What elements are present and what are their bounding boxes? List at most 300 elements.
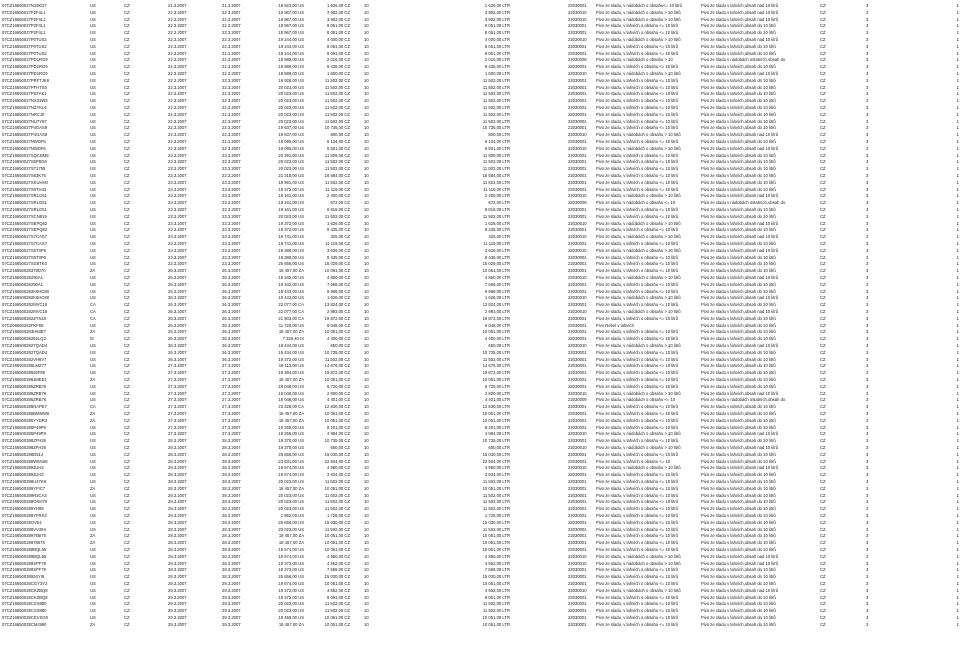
- cell-dest-country: CZ: [124, 519, 130, 525]
- cell-date-released: 22.3.2007: [222, 98, 241, 104]
- cell-tariff-description: Pivo ze sladu v lahvích,obsah do 10 litrů: [701, 139, 776, 144]
- cell-code-b: 1: [956, 173, 959, 178]
- cell-origin-country: US: [90, 200, 96, 206]
- cell-record-id: 07CZ166500289R2CA3: [2, 492, 47, 498]
- table-row: [0, 425, 960, 431]
- table-row: [0, 214, 960, 220]
- table-row: [0, 540, 960, 546]
- cell-tariff-description: Pivo ze sladu v lahvích,obsah do 10 litrů: [701, 213, 776, 219]
- cell-country: CZ: [820, 186, 826, 192]
- cell-statistical-value: 11 502,00 CZ: [324, 179, 350, 185]
- cell-goods-description: Pivo ze sladu, v nádobách o obsahu > 10 litrů: [596, 553, 681, 559]
- cell-code-a: 3: [866, 390, 869, 396]
- cell-dest-country: CZ: [124, 111, 130, 117]
- table-row: [0, 248, 960, 254]
- cell-code-a: 3: [866, 587, 869, 593]
- cell-quantity: 11 502,00 LTR: [482, 159, 510, 165]
- cell-record-id: 07CZ166500282K6HC80: [2, 288, 50, 294]
- cell-tariff-description: Pivo ze sladu v lahvích,obsah do 10 litrů: [701, 601, 776, 607]
- cell-date-released: 27.3.2007: [222, 383, 241, 389]
- cell-dest-country: CZ: [124, 560, 130, 566]
- cell-tariff-description: Pivo ze sladu v lahvích,obsah do 10 litrů: [701, 261, 776, 267]
- cell-statistical-value: 10 735,00 CZ: [324, 125, 350, 131]
- cell-dest-country: CZ: [124, 302, 130, 308]
- cell-quantity: 11 502,00 LTR: [482, 492, 510, 498]
- cell-quantity: 2 400,00 LTR: [484, 193, 510, 199]
- cell-quantity-code: 10: [364, 445, 369, 450]
- cell-tariff-description: Pivo ze sladu v lahvích,obsah do 10 litrů: [701, 417, 776, 423]
- cell-code-a: 3: [866, 241, 869, 246]
- cell-commodity-code: 22030001: [568, 519, 587, 525]
- cell-statistical-value: 3 902,00 CZ: [326, 16, 350, 22]
- cell-record-id: 07CZ16650028978576: [2, 540, 45, 546]
- cell-invoice-value: 19 394,00 US: [278, 370, 304, 376]
- cell-goods-description: Pivo ze sladu, v lahvích o obsahu <= 10 litrů: [596, 105, 678, 110]
- cell-quantity-code: 10: [364, 451, 369, 457]
- cell-quantity-code: 10: [364, 383, 369, 389]
- cell-country: CZ: [820, 145, 826, 151]
- cell-commodity-code: 22030001: [568, 23, 587, 29]
- cell-commodity-code: 22030010: [568, 445, 587, 450]
- cell-date-accepted: 22.3.2007: [168, 132, 187, 138]
- cell-date-accepted: 26.3.2007: [168, 336, 187, 342]
- cell-commodity-code: 22030001: [568, 3, 587, 8]
- cell-invoice-value: 18 457,00 ZA: [278, 621, 304, 627]
- table-row: [0, 37, 960, 43]
- cell-tariff-description: Pivo ze sladu v nádobách ostatních,obsah do: [701, 397, 786, 403]
- cell-date-released: 23.3.2007: [222, 220, 241, 226]
- cell-dest-country: CZ: [124, 173, 130, 178]
- cell-quantity-code: 10: [364, 152, 369, 158]
- cell-quantity-code: 10: [364, 499, 369, 505]
- cell-origin-country: US: [90, 220, 96, 226]
- cell-origin-country: US: [90, 57, 96, 63]
- cell-country: CZ: [820, 417, 826, 423]
- cell-country: CZ: [820, 567, 826, 573]
- cell-code-b: 1: [956, 254, 959, 260]
- cell-country: CZ: [820, 336, 826, 342]
- cell-code-a: 3: [866, 268, 869, 274]
- cell-date-accepted: 28.3.2007: [168, 547, 187, 552]
- cell-commodity-code: 22030010: [568, 145, 587, 151]
- cell-record-id: 07CZ16650027SCN919: [2, 213, 47, 219]
- cell-invoice-value: 20 023,00 US: [278, 98, 304, 104]
- cell-commodity-code: 22030001: [568, 329, 587, 335]
- cell-origin-country: US: [90, 173, 96, 178]
- cell-dest-country: CZ: [124, 268, 130, 274]
- cell-quantity-code: 10: [364, 363, 369, 369]
- cell-date-accepted: 22.3.2007: [168, 16, 187, 22]
- cell-commodity-code: 22030001: [568, 105, 587, 110]
- cell-goods-description: Pivo ze sladu, v lahvích o obsahu <= 10 litrů: [596, 30, 678, 36]
- table-row: [0, 601, 960, 607]
- cell-record-id: 07CZ166500289BQL55: [2, 547, 47, 552]
- cell-tariff-description: Pivo ze sladu v lahvích,obsah do 10 litrů: [701, 91, 776, 97]
- cell-origin-country: US: [90, 492, 96, 498]
- cell-dest-country: CZ: [124, 621, 130, 627]
- cell-date-released: 23.3.2007: [222, 207, 241, 212]
- cell-code-b: 1: [956, 438, 959, 444]
- cell-code-a: 3: [866, 458, 869, 464]
- cell-quantity: 11 809,00 LTR: [482, 152, 510, 158]
- cell-date-released: 22.3.2007: [222, 16, 241, 22]
- cell-code-a: 3: [866, 193, 869, 199]
- cell-invoice-value: 20 023,00 US: [278, 166, 304, 172]
- cell-code-b: 1: [956, 567, 959, 573]
- cell-tariff-description: Pivo ze sladu v lahvích,obsah do 10 litrů: [701, 547, 776, 552]
- cell-tariff-description: Pivo ze sladu v lahvích,obsah do 10 litrů: [701, 472, 776, 478]
- cell-country: CZ: [820, 581, 826, 586]
- cell-country: CZ: [820, 91, 826, 97]
- cell-commodity-code: 22030001: [568, 50, 587, 56]
- table-row: [0, 370, 960, 376]
- cell-code-a: 3: [866, 213, 869, 219]
- cell-code-b: 1: [956, 513, 959, 518]
- cell-date-released: 26.3.2007: [222, 322, 241, 328]
- cell-invoice-value: 21 903,00 CA: [278, 315, 304, 321]
- cell-commodity-code: 22030010: [568, 431, 587, 437]
- table-row: [0, 472, 960, 478]
- cell-dest-country: CZ: [124, 105, 130, 110]
- cell-code-b: 1: [956, 411, 959, 416]
- cell-country: CZ: [820, 166, 826, 172]
- cell-invoice-value: 1 852,00 US: [280, 513, 304, 518]
- cell-code-a: 3: [866, 492, 869, 498]
- cell-code-a: 3: [866, 383, 869, 389]
- table-row: [0, 506, 960, 512]
- cell-goods-description: Pivo ze sladu, v nádobách o obsahu<= 10 litrů: [596, 3, 682, 8]
- cell-statistical-value: 11 502,00 CZ: [324, 601, 350, 607]
- cell-code-a: 3: [866, 581, 869, 586]
- cell-date-released: 28.3.2007: [222, 451, 241, 457]
- table-row: [0, 17, 960, 23]
- cell-quantity-code: 10: [364, 417, 369, 423]
- cell-quantity-code: 10: [364, 601, 369, 607]
- cell-goods-description: Pivo ze sladu, v lahvích o obsahu <= 10 litrů: [596, 404, 678, 410]
- cell-invoice-value: 19 741,00 US: [278, 241, 304, 246]
- cell-country: CZ: [820, 288, 826, 294]
- cell-tariff-description: Pivo ze sladu v lahvích,obsah do 10 litrů: [701, 166, 776, 172]
- cell-quantity: 4 000,00 LTR: [484, 37, 510, 42]
- cell-invoice-value: 19 095,00 US: [278, 145, 304, 151]
- cell-quantity: 8 051,00 LTR: [484, 43, 510, 49]
- cell-country: CZ: [820, 125, 826, 131]
- cell-dest-country: CZ: [124, 594, 130, 600]
- cell-statistical-value: 8 051,00 CZ: [326, 43, 350, 49]
- cell-origin-country: US: [90, 397, 96, 403]
- table-row: [0, 465, 960, 471]
- cell-commodity-code: 22030001: [568, 281, 587, 287]
- cell-commodity-code: 22030001: [568, 479, 587, 484]
- cell-quantity-code: 10: [364, 608, 369, 614]
- cell-origin-country: CA: [90, 404, 96, 410]
- cell-quantity-code: 10: [364, 241, 369, 246]
- cell-record-id: 07CZ16650027PSFAK1: [2, 91, 47, 97]
- cell-goods-description: Pivo ze sladu, v lahvích o obsahu <= 10 litrů: [596, 152, 678, 158]
- cell-record-id: 07CZ166500289ONH70: [2, 499, 48, 505]
- cell-commodity-code: 22030001: [568, 77, 587, 83]
- cell-invoice-value: 19 244,00 US: [278, 43, 304, 49]
- cell-date-released: 23.3.2007: [222, 200, 241, 206]
- cell-origin-country: US: [90, 159, 96, 165]
- cell-commodity-code: 22030001: [568, 111, 587, 117]
- cell-country: CZ: [820, 302, 826, 308]
- cell-quantity: 6 048,00 LTR: [484, 322, 510, 328]
- cell-country: CZ: [820, 519, 826, 525]
- cell-commodity-code: 22030010: [568, 295, 587, 301]
- cell-code-b: 1: [956, 560, 959, 566]
- cell-record-id: 07CZ16650027S5P8G8: [2, 159, 47, 165]
- cell-date-accepted: 28.3.2007: [168, 451, 187, 457]
- cell-code-b: 1: [956, 295, 959, 301]
- table-row: [0, 499, 960, 505]
- cell-record-id: 07CZ16650027NRCJ0: [2, 111, 45, 117]
- cell-quantity: 10 051,00 LTR: [482, 547, 510, 552]
- cell-quantity: 11 502,00 LTR: [482, 84, 510, 90]
- cell-code-b: 1: [956, 479, 959, 484]
- cell-origin-country: US: [90, 383, 96, 389]
- cell-statistical-value: 10 051,00 CZ: [324, 329, 350, 335]
- cell-code-b: 1: [956, 275, 959, 280]
- cell-commodity-code: 22030001: [568, 458, 587, 464]
- cell-code-b: 1: [956, 608, 959, 614]
- cell-tariff-description: Pivo ze sladu v lahvích,obsah do 10 litrů: [701, 254, 776, 260]
- cell-tariff-description: Pivo ze sladu v lahvích,obsah nad 10 litrů: [701, 3, 779, 8]
- cell-quantity-code: 10: [364, 77, 369, 83]
- cell-code-a: 3: [866, 166, 869, 172]
- cell-country: CZ: [820, 390, 826, 396]
- cell-code-b: 1: [956, 77, 959, 83]
- cell-country: CZ: [820, 179, 826, 185]
- cell-goods-description: Pivo ze sladu, v lahvích o obsahu <= 10 litrů: [596, 479, 678, 484]
- cell-invoice-value: 19 370,00 US: [278, 438, 304, 444]
- cell-commodity-code: 22030001: [568, 417, 587, 423]
- cell-quantity: 1 626,00 LTR: [484, 295, 510, 301]
- cell-dest-country: CZ: [124, 309, 130, 314]
- cell-code-b: 1: [956, 445, 959, 450]
- cell-quantity: 4 950,00 LTR: [484, 553, 510, 559]
- cell-date-released: 28.3.2007: [222, 458, 241, 464]
- cell-record-id: 07CZ16650028CKZBQ8: [2, 594, 48, 600]
- cell-code-b: 1: [956, 526, 959, 532]
- cell-record-id: 07CZ166500289YFIC7: [2, 485, 46, 491]
- cell-code-a: 3: [866, 43, 869, 49]
- cell-invoice-value: 23 631,00 US: [278, 458, 304, 464]
- cell-quantity: 7 668,00 LTR: [484, 567, 510, 573]
- cell-invoice-value: 19 342,00 US: [278, 275, 304, 280]
- cell-invoice-value: 20 023,00 US: [278, 118, 304, 124]
- cell-date-released: 26.3.2007: [222, 302, 241, 308]
- cell-code-b: 1: [956, 343, 959, 348]
- cell-country: CZ: [820, 540, 826, 546]
- cell-date-accepted: 26.3.2007: [168, 302, 187, 308]
- cell-date-released: 27.3.2007: [222, 411, 241, 416]
- cell-quantity-code: 10: [364, 560, 369, 566]
- cell-code-a: 3: [866, 159, 869, 165]
- table-row: [0, 622, 960, 628]
- cell-dest-country: CZ: [124, 84, 130, 90]
- cell-record-id: 07CZ166500288W5NS8: [2, 458, 48, 464]
- cell-code-b: 1: [956, 540, 959, 546]
- cell-tariff-description: Pivo ze sladu v lahvích,obsah nad 10 litrů: [701, 587, 779, 593]
- cell-quantity: 11 502,00 LTR: [482, 105, 510, 110]
- cell-origin-country: US: [90, 349, 96, 355]
- cell-origin-country: US: [90, 30, 96, 36]
- cell-code-b: 1: [956, 43, 959, 49]
- cell-date-released: 22.3.2007: [222, 111, 241, 117]
- cell-invoice-value: 19 434,00 US: [278, 343, 304, 348]
- cell-origin-country: CA: [90, 315, 96, 321]
- cell-code-b: 1: [956, 465, 959, 471]
- cell-code-a: 3: [866, 37, 869, 42]
- cell-code-a: 3: [866, 186, 869, 192]
- cell-tariff-description: Pivo ze sladu v lahvích,obsah do 10 litrů: [701, 513, 776, 518]
- cell-date-accepted: 27.3.2007: [168, 417, 187, 423]
- cell-quantity-code: 10: [364, 220, 369, 226]
- cell-statistical-value: 11 502,00 CZ: [324, 506, 350, 512]
- cell-origin-country: US: [90, 288, 96, 294]
- cell-commodity-code: 22030001: [568, 125, 587, 131]
- cell-dest-country: CZ: [124, 567, 130, 573]
- cell-quantity-code: 10: [364, 23, 369, 29]
- cell-tariff-description: Pivo ze sladu v lahvích,obsah do 10 litrů: [701, 363, 776, 369]
- cell-dest-country: CZ: [124, 139, 130, 144]
- cell-statistical-value: 8 051,00 CZ: [326, 23, 350, 29]
- cell-invoice-value: 19 443,00 US: [278, 288, 304, 294]
- cell-tariff-description: Pivo ze sladu v lahvích,obsah do 10 litrů: [701, 98, 776, 104]
- cell-invoice-value: 19 161,00 US: [278, 193, 304, 199]
- cell-code-b: 1: [956, 220, 959, 226]
- cell-date-released: 23.3.2007: [222, 193, 241, 199]
- cell-date-accepted: 23.3.2007: [168, 193, 187, 199]
- cell-date-accepted: 22.3.2007: [168, 57, 187, 63]
- cell-country: CZ: [820, 492, 826, 498]
- cell-dest-country: CZ: [124, 397, 130, 403]
- cell-country: CZ: [820, 601, 826, 607]
- cell-quantity-code: 10: [364, 343, 369, 348]
- cell-goods-description: Pivo ze sladu, v lahvích o obsahu <= 10 litrů: [596, 43, 678, 49]
- cell-record-id: 07CZ16650027NWDF6: [2, 145, 46, 151]
- cell-record-id: 07CZ16650027S9TH43: [2, 186, 47, 192]
- cell-statistical-value: 2 993,00 CZ: [326, 309, 350, 314]
- table-row: [0, 581, 960, 587]
- cell-dest-country: CZ: [124, 37, 130, 42]
- cell-code-b: 1: [956, 574, 959, 580]
- cell-invoice-value: 20 023,00 US: [278, 608, 304, 614]
- cell-date-accepted: 23.3.2007: [168, 241, 187, 246]
- cell-date-released: 23.3.2007: [222, 173, 241, 178]
- cell-dest-country: CZ: [124, 30, 130, 36]
- cell-date-released: 26.3.2007: [222, 349, 241, 355]
- cell-invoice-value: 19 372,00 US: [278, 186, 304, 192]
- cell-date-released: 28.3.2007: [222, 519, 241, 525]
- cell-dest-country: CZ: [124, 608, 130, 614]
- cell-commodity-code: 22030001: [568, 43, 587, 49]
- cell-quantity: 8 051,00 LTR: [484, 23, 510, 29]
- cell-quantity: 10 051,00 LTR: [482, 581, 510, 586]
- cell-country: CZ: [820, 281, 826, 287]
- cell-commodity-code: 22030010: [568, 37, 587, 42]
- cell-dest-country: CZ: [124, 43, 130, 49]
- cell-statistical-value: 13 824,00 CZ: [324, 302, 350, 308]
- cell-country: CZ: [820, 608, 826, 614]
- cell-code-a: 3: [866, 179, 869, 185]
- cell-tariff-description: Pivo ze sladu v lahvích,obsah do 10 litrů: [701, 404, 776, 410]
- table-row: [0, 227, 960, 233]
- cell-date-released: 23.3.2007: [222, 179, 241, 185]
- cell-date-accepted: 28.3.2007: [168, 479, 187, 484]
- table-row: [0, 329, 960, 335]
- cell-origin-country: US: [90, 43, 96, 49]
- cell-quantity: 672,00 LTR: [488, 200, 510, 206]
- cell-invoice-value: 19 342,00 US: [278, 281, 304, 287]
- cell-tariff-description: Pivo ze sladu v lahvích,obsah do 10 litrů: [701, 30, 776, 36]
- cell-country: CZ: [820, 254, 826, 260]
- cell-statistical-value: 4 401,00 CZ: [326, 397, 350, 403]
- cell-invoice-value: 19 048,00 US: [278, 383, 304, 389]
- cell-tariff-description: Pivo ze sladu v lahvích,obsah nad 10 litrů: [701, 234, 779, 240]
- cell-tariff-description: Pivo ze sladu v lahvích,obsah do 10 litrů: [701, 485, 776, 491]
- cell-dest-country: CZ: [124, 363, 130, 369]
- cell-statistical-value: 8 435,00 CZ: [326, 227, 350, 233]
- cell-quantity: 11 502,00 LTR: [482, 213, 510, 219]
- cell-record-id: 07CZ166500282MVC16: [2, 302, 48, 308]
- cell-commodity-code: 22030009: [568, 200, 587, 206]
- table-row: [0, 431, 960, 437]
- cell-country: CZ: [820, 159, 826, 165]
- cell-quantity-code: 10: [364, 91, 369, 97]
- cell-date-released: 27.3.2007: [222, 424, 241, 430]
- cell-quantity-code: 10: [364, 397, 369, 403]
- cell-statistical-value: 6 134,00 CZ: [326, 139, 350, 144]
- cell-invoice-value: 19 574,00 US: [278, 465, 304, 471]
- cell-invoice-value: 18 457,00 ZA: [278, 268, 304, 274]
- cell-country: CZ: [820, 513, 826, 518]
- cell-date-accepted: 27.3.2007: [168, 431, 187, 437]
- cell-quantity-code: 10: [364, 519, 369, 525]
- cell-origin-country: US: [90, 281, 96, 287]
- cell-dest-country: CZ: [124, 349, 130, 355]
- cell-goods-description: Pivo ze sladu, v lahvích o obsahu <= 10 litrů: [596, 574, 678, 580]
- cell-code-b: 1: [956, 57, 959, 63]
- cell-quantity-code: 10: [364, 404, 369, 410]
- cell-country: CZ: [820, 111, 826, 117]
- cell-country: CZ: [820, 295, 826, 301]
- cell-record-id: 07CZ16650028934YI6: [2, 574, 45, 580]
- cell-goods-description: Pivo ze sladu, v lahvích o obsahu <= 10 litrů: [596, 356, 678, 362]
- table-row: [0, 302, 960, 308]
- cell-quantity: 16 584,00 LTR: [482, 173, 510, 178]
- cell-origin-country: US: [90, 370, 96, 376]
- cell-country: CZ: [820, 98, 826, 104]
- cell-tariff-description: Pivo ze sladu v lahvích,obsah do 10 litrů: [701, 581, 776, 586]
- cell-dest-country: CZ: [124, 431, 130, 437]
- table-row: [0, 180, 960, 186]
- cell-code-a: 3: [866, 118, 869, 124]
- cell-origin-country: US: [90, 451, 96, 457]
- cell-commodity-code: 22030001: [568, 64, 587, 70]
- cell-code-b: 1: [956, 132, 959, 138]
- cell-invoice-value: 19 372,00 US: [278, 594, 304, 600]
- cell-commodity-code: 22030001: [568, 207, 587, 212]
- cell-invoice-value: 18 967,00 US: [278, 30, 304, 36]
- cell-date-released: 28.3.2007: [222, 526, 241, 532]
- cell-tariff-description: Pivo ze sladu v lahvích,obsah do 10 litrů: [701, 125, 776, 131]
- cell-date-released: 22.3.2007: [222, 132, 241, 138]
- table-row: [0, 567, 960, 573]
- cell-quantity-code: 10: [364, 159, 369, 165]
- cell-quantity-code: 10: [364, 479, 369, 484]
